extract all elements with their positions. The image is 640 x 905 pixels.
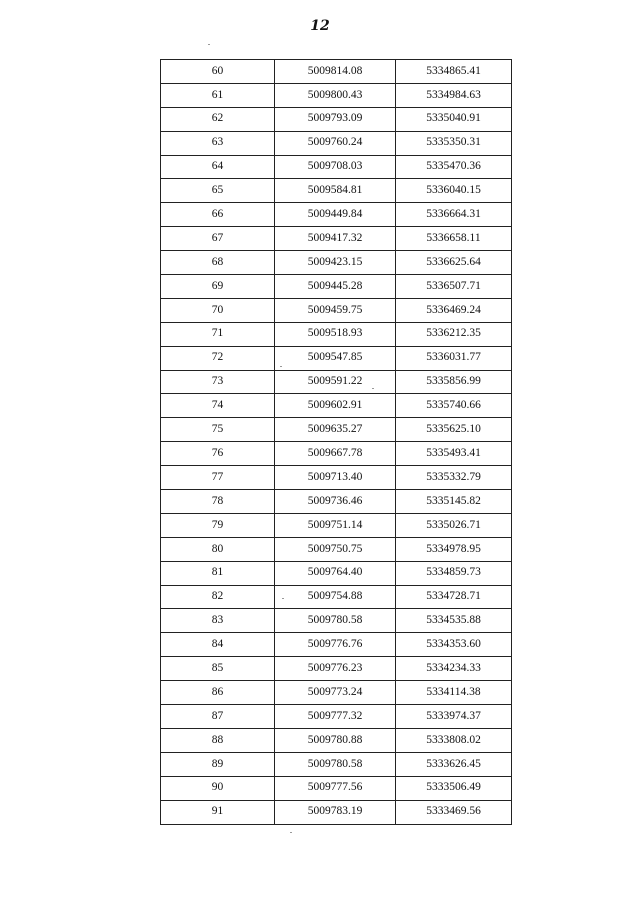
point-number-cell: 87 (161, 705, 275, 729)
x-coordinate-cell: 5009783.19 (275, 800, 396, 824)
table-row (161, 251, 512, 275)
point-number-cell: 60 (161, 60, 275, 84)
x-coordinate-cell: 5009635.27 (275, 418, 396, 442)
y-coordinate-cell: 5335026.71 (396, 513, 512, 537)
y-coordinate-cell: 5334978.95 (396, 537, 512, 561)
point-number-cell: 78 (161, 490, 275, 514)
table-row (161, 275, 512, 299)
x-coordinate-cell: 5009518.93 (275, 322, 396, 346)
point-number-cell: 72 (161, 346, 275, 370)
table-row (161, 155, 512, 179)
x-coordinate-cell: 5009777.32 (275, 705, 396, 729)
point-number-cell: 70 (161, 298, 275, 322)
table-row (161, 107, 512, 131)
point-number-cell: 67 (161, 227, 275, 251)
point-number-cell: 84 (161, 633, 275, 657)
scan-speck (290, 832, 292, 833)
x-coordinate-cell: 5009814.08 (275, 60, 396, 84)
y-coordinate-cell: 5333506.49 (396, 776, 512, 800)
x-coordinate-cell: 5009459.75 (275, 298, 396, 322)
y-coordinate-cell: 5335625.10 (396, 418, 512, 442)
y-coordinate-cell: 5335470.36 (396, 155, 512, 179)
point-number-cell: 69 (161, 275, 275, 299)
y-coordinate-cell: 5336658.11 (396, 227, 512, 251)
x-coordinate-cell: 5009750.75 (275, 537, 396, 561)
table-row (161, 681, 512, 705)
x-coordinate-cell: 5009417.32 (275, 227, 396, 251)
table-row (161, 466, 512, 490)
y-coordinate-cell: 5336040.15 (396, 179, 512, 203)
point-number-cell: 83 (161, 609, 275, 633)
x-coordinate-cell: 5009736.46 (275, 490, 396, 514)
table-row (161, 203, 512, 227)
x-coordinate-cell: 5009584.81 (275, 179, 396, 203)
x-coordinate-cell: 5009667.78 (275, 442, 396, 466)
point-number-cell: 64 (161, 155, 275, 179)
table-row (161, 131, 512, 155)
table-row (161, 657, 512, 681)
scan-speck (208, 44, 210, 45)
scan-speck (282, 598, 284, 599)
table-row (161, 442, 512, 466)
y-coordinate-cell: 5335856.99 (396, 370, 512, 394)
table-row (161, 728, 512, 752)
point-number-cell: 81 (161, 561, 275, 585)
x-coordinate-cell: 5009777.56 (275, 776, 396, 800)
point-number-cell: 77 (161, 466, 275, 490)
table-row (161, 298, 512, 322)
y-coordinate-cell: 5336664.31 (396, 203, 512, 227)
point-number-cell: 63 (161, 131, 275, 155)
point-number-cell: 85 (161, 657, 275, 681)
y-coordinate-cell: 5336507.71 (396, 275, 512, 299)
x-coordinate-cell: 5009780.88 (275, 728, 396, 752)
x-coordinate-cell: 5009780.58 (275, 609, 396, 633)
y-coordinate-cell: 5333808.02 (396, 728, 512, 752)
y-coordinate-cell: 5335493.41 (396, 442, 512, 466)
y-coordinate-cell: 5334114.38 (396, 681, 512, 705)
y-coordinate-cell: 5335740.66 (396, 394, 512, 418)
coordinates-table (160, 59, 512, 825)
y-coordinate-cell: 5336469.24 (396, 298, 512, 322)
x-coordinate-cell: 5009800.43 (275, 83, 396, 107)
x-coordinate-cell: 5009751.14 (275, 513, 396, 537)
table-row (161, 418, 512, 442)
y-coordinate-cell: 5334353.60 (396, 633, 512, 657)
x-coordinate-cell: 5009445.28 (275, 275, 396, 299)
x-coordinate-cell: 5009773.24 (275, 681, 396, 705)
y-coordinate-cell: 5336625.64 (396, 251, 512, 275)
y-coordinate-cell: 5335350.31 (396, 131, 512, 155)
point-number-cell: 79 (161, 513, 275, 537)
table-row (161, 370, 512, 394)
x-coordinate-cell: 5009547.85 (275, 346, 396, 370)
scan-speck (280, 366, 282, 367)
x-coordinate-cell: 5009602.91 (275, 394, 396, 418)
y-coordinate-cell: 5333626.45 (396, 752, 512, 776)
table-row (161, 346, 512, 370)
point-number-cell: 75 (161, 418, 275, 442)
x-coordinate-cell: 5009776.23 (275, 657, 396, 681)
point-number-cell: 65 (161, 179, 275, 203)
page-number: 12 (310, 18, 330, 34)
x-coordinate-cell: 5009776.76 (275, 633, 396, 657)
y-coordinate-cell: 5334234.33 (396, 657, 512, 681)
table-row (161, 227, 512, 251)
scan-speck (372, 388, 374, 389)
table-row (161, 490, 512, 514)
table-row (161, 60, 512, 84)
y-coordinate-cell: 5334865.41 (396, 60, 512, 84)
point-number-cell: 89 (161, 752, 275, 776)
point-number-cell: 82 (161, 585, 275, 609)
x-coordinate-cell: 5009591.22 (275, 370, 396, 394)
point-number-cell: 66 (161, 203, 275, 227)
x-coordinate-cell: 5009760.24 (275, 131, 396, 155)
table-row (161, 609, 512, 633)
point-number-cell: 62 (161, 107, 275, 131)
coordinates-table-body (161, 60, 512, 825)
table-row (161, 800, 512, 824)
table-row (161, 179, 512, 203)
x-coordinate-cell: 5009449.84 (275, 203, 396, 227)
table-row (161, 705, 512, 729)
point-number-cell: 90 (161, 776, 275, 800)
point-number-cell: 80 (161, 537, 275, 561)
y-coordinate-cell: 5335145.82 (396, 490, 512, 514)
x-coordinate-cell: 5009754.88 (275, 585, 396, 609)
point-number-cell: 91 (161, 800, 275, 824)
table-row (161, 633, 512, 657)
y-coordinate-cell: 5334859.73 (396, 561, 512, 585)
y-coordinate-cell: 5334728.71 (396, 585, 512, 609)
point-number-cell: 61 (161, 83, 275, 107)
x-coordinate-cell: 5009423.15 (275, 251, 396, 275)
table-row (161, 513, 512, 537)
y-coordinate-cell: 5336031.77 (396, 346, 512, 370)
x-coordinate-cell: 5009793.09 (275, 107, 396, 131)
point-number-cell: 88 (161, 728, 275, 752)
x-coordinate-cell: 5009708.03 (275, 155, 396, 179)
table-row (161, 394, 512, 418)
y-coordinate-cell: 5333469.56 (396, 800, 512, 824)
table-row (161, 537, 512, 561)
table-row (161, 322, 512, 346)
x-coordinate-cell: 5009764.40 (275, 561, 396, 585)
point-number-cell: 71 (161, 322, 275, 346)
y-coordinate-cell: 5335332.79 (396, 466, 512, 490)
y-coordinate-cell: 5336212.35 (396, 322, 512, 346)
point-number-cell: 76 (161, 442, 275, 466)
y-coordinate-cell: 5333974.37 (396, 705, 512, 729)
table-row (161, 561, 512, 585)
point-number-cell: 74 (161, 394, 275, 418)
table-row (161, 585, 512, 609)
point-number-cell: 86 (161, 681, 275, 705)
table-row (161, 83, 512, 107)
point-number-cell: 73 (161, 370, 275, 394)
x-coordinate-cell: 5009780.58 (275, 752, 396, 776)
y-coordinate-cell: 5334535.88 (396, 609, 512, 633)
y-coordinate-cell: 5335040.91 (396, 107, 512, 131)
x-coordinate-cell: 5009713.40 (275, 466, 396, 490)
table-row (161, 776, 512, 800)
point-number-cell: 68 (161, 251, 275, 275)
table-row (161, 752, 512, 776)
y-coordinate-cell: 5334984.63 (396, 83, 512, 107)
